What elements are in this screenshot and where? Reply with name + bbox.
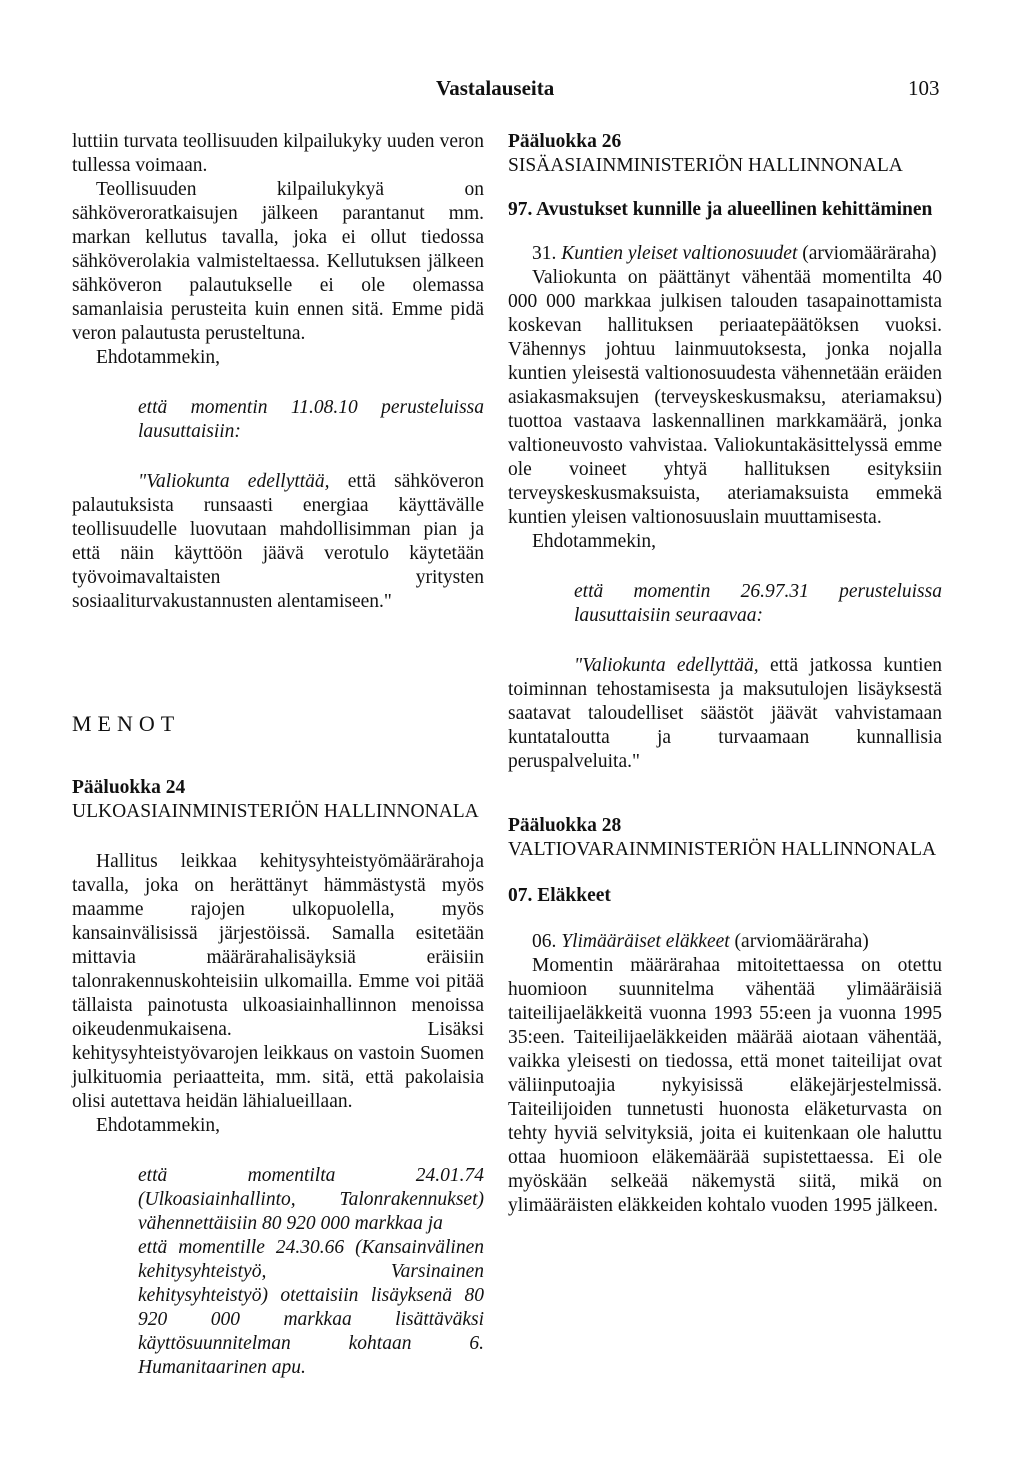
paragraph: Hallitus leikkaa kehitysyhteistyömäärärahoja tavalla, joka on herättänyt hämmästystä myös maamme rajojen ulkopuolella, myös kansainvälisissä järjestöissä. Samalla esitetään mittavia määrärahalisäyksiä eräisiin talonrakennuskohteisiin ulkomailla. Emme voi pitää tällaista painotusta ulkoasiainhallinnon menoissa oikeudenmukaisena. Lisäksi kehitysyhteistyövarojen leikkaus on vastoin Suomen julkituomia periaatteita, mm. sitä, että pakolaisia olisi autettava heidän lähialueillaan. bbox=[72, 851, 484, 1112]
running-head: Vastalauseita bbox=[436, 76, 555, 100]
chapter-heading: 97. Avustukset kunnille ja alueellinen kehittäminen bbox=[508, 199, 933, 220]
paragraph: Valiokunta on päättänyt vähentää momentilta 40 000 000 markkaa julkisen talouden tasapainottamista koskevan hallituksen periaatepäätöksen vuoksi. Vähennys johtuu lainmuutoksesta, jonka nojalla kuntien yleisestä valtionosuudesta vähennetään eräiden asiakasmaksujen (terveyskeskusmaksu, ateriamaksu) tuottoa vastaava laskennallinen markkamäärä, jonka valtioneuvosto vahvistaa. Valiokuntakäsittelyssä emme ole voineet yhtyä hallituksen esityksiin terveyskeskusmaksuista, ateriamaksuista emmekä kuntien yleisen valtionosuuslain muuttamisesta. bbox=[508, 267, 942, 528]
paragraph: Teollisuuden kilpailukykyä on sähköveroratkaisujen jälkeen parantanut mm. markan kellutus tavalla, joka ei ollut tiedossa sähköverolakia valmisteltaessa. Kellutuksen jälkeen sähköveron palautukselle ei ole olemassa samanlaisia perusteita kuin ennen sitä. Emme pidä veron palautusta perusteltuna. bbox=[72, 179, 484, 344]
ministry-heading: SISÄASIAINMINISTERIÖN HALLINNONALA bbox=[508, 155, 903, 176]
paragraph: luttiin turvata teollisuuden kilpailukyky uuden veron tullessa voimaan. bbox=[72, 131, 484, 176]
motion-text: että momentilta 24.01.74 (Ulkoasiainhallinto, Talonrakennukset) vähennettäisiin 80 920 000 markkaa ja bbox=[138, 1165, 484, 1234]
right-column bbox=[508, 130, 942, 1218]
paragraph: Momentin määrärahaa mitoitettaessa on otettu huomioon suunnitelma vähentää ylimääräisiä taiteilijaeläkkeitä vuonna 1993 55:een ja vuonna 1995 35:een. Taiteilijaeläkkeiden määrää aiotaan vähentää, vaikka yleisesti on tiedossa, että monet taiteilijat ovat väliinputoajia nykyisissä eläkejärjestelmissä. Taiteilijoiden tunnetusti huonosta eläketurvasta on tehty hyviä selvityksiä, joita ei kuitenkaan ole haluttu ottaa huomioon eläkemäärää supistettaessa. Ei ole myöskään selkeää näkemystä siitä, mikä on ylimääräisten eläkkeiden kohtalo vuoden 1995 jälkeen. bbox=[508, 955, 942, 1216]
item-title: Ylimääräiset eläkkeet bbox=[561, 931, 730, 952]
quote-lead: "Valiokunta edellyttää, bbox=[574, 655, 759, 676]
main-class-heading: Pääluokka 24 bbox=[72, 777, 186, 798]
quote-lead: "Valiokunta edellyttää, bbox=[138, 471, 330, 492]
item-heading bbox=[508, 930, 942, 954]
main-class-heading: Pääluokka 28 bbox=[508, 815, 622, 836]
item-number: 31. bbox=[532, 243, 557, 264]
item-number: 06. bbox=[532, 931, 557, 952]
item-heading bbox=[508, 242, 942, 266]
paragraph: Ehdotammekin, bbox=[96, 347, 221, 368]
paragraph: Ehdotammekin, bbox=[96, 1115, 221, 1136]
section-title: MENOT bbox=[72, 711, 181, 736]
left-column bbox=[72, 130, 484, 1380]
item-title: Kuntien yleiset valtionosuudet bbox=[561, 243, 798, 264]
ministry-heading: ULKOASIAINMINISTERIÖN HALLINNONALA bbox=[72, 801, 479, 822]
chapter-heading: 07. Eläkkeet bbox=[508, 885, 611, 906]
paragraph: Ehdotammekin, bbox=[532, 531, 657, 552]
quote-body: että sähköveron palautuksista runsaasti energiaa käyttävälle teollisuudelle luovutaan mahdollisimman pian ja että näin käyttöön jäävä verotulo käytetään työvoimavaltaisten yritysten sosiaaliturvakustannusten alentamiseen." bbox=[72, 471, 484, 612]
quote-paragraph bbox=[508, 654, 942, 774]
motion-text: että momentille 24.30.66 (Kansainvälinen kehitysyhteistyö, Varsinainen kehitysyhteistyö) otettaisiin lisäyksenä 80 920 000 markkaa lisättäväksi käyttösuunnitelman kohtaan 6. Humanitaarinen apu. bbox=[138, 1237, 484, 1378]
motion-text: että momentin 26.97.31 perusteluissa lausuttaisiin seuraavaa: bbox=[574, 581, 942, 626]
quote-body: että jatkossa kuntien toiminnan tehostamisesta ja maksutulojen lisäyksestä saatavat taloudelliset säästöt jäävät vahvistamaan kuntataloutta ja turvaamaan kunnallisia peruspalveluita." bbox=[508, 655, 942, 772]
quote-paragraph bbox=[72, 470, 484, 614]
ministry-heading: VALTIOVARAINMINISTERIÖN HALLINNONALA bbox=[508, 839, 937, 860]
main-class-heading: Pääluokka 26 bbox=[508, 131, 622, 152]
motion-text: että momentin 11.08.10 perusteluissa lausuttaisiin: bbox=[138, 397, 484, 442]
item-note: (arviomääräraha) bbox=[729, 931, 869, 952]
page-number: 103 bbox=[908, 76, 940, 100]
item-note: (arviomääräraha) bbox=[797, 243, 937, 264]
